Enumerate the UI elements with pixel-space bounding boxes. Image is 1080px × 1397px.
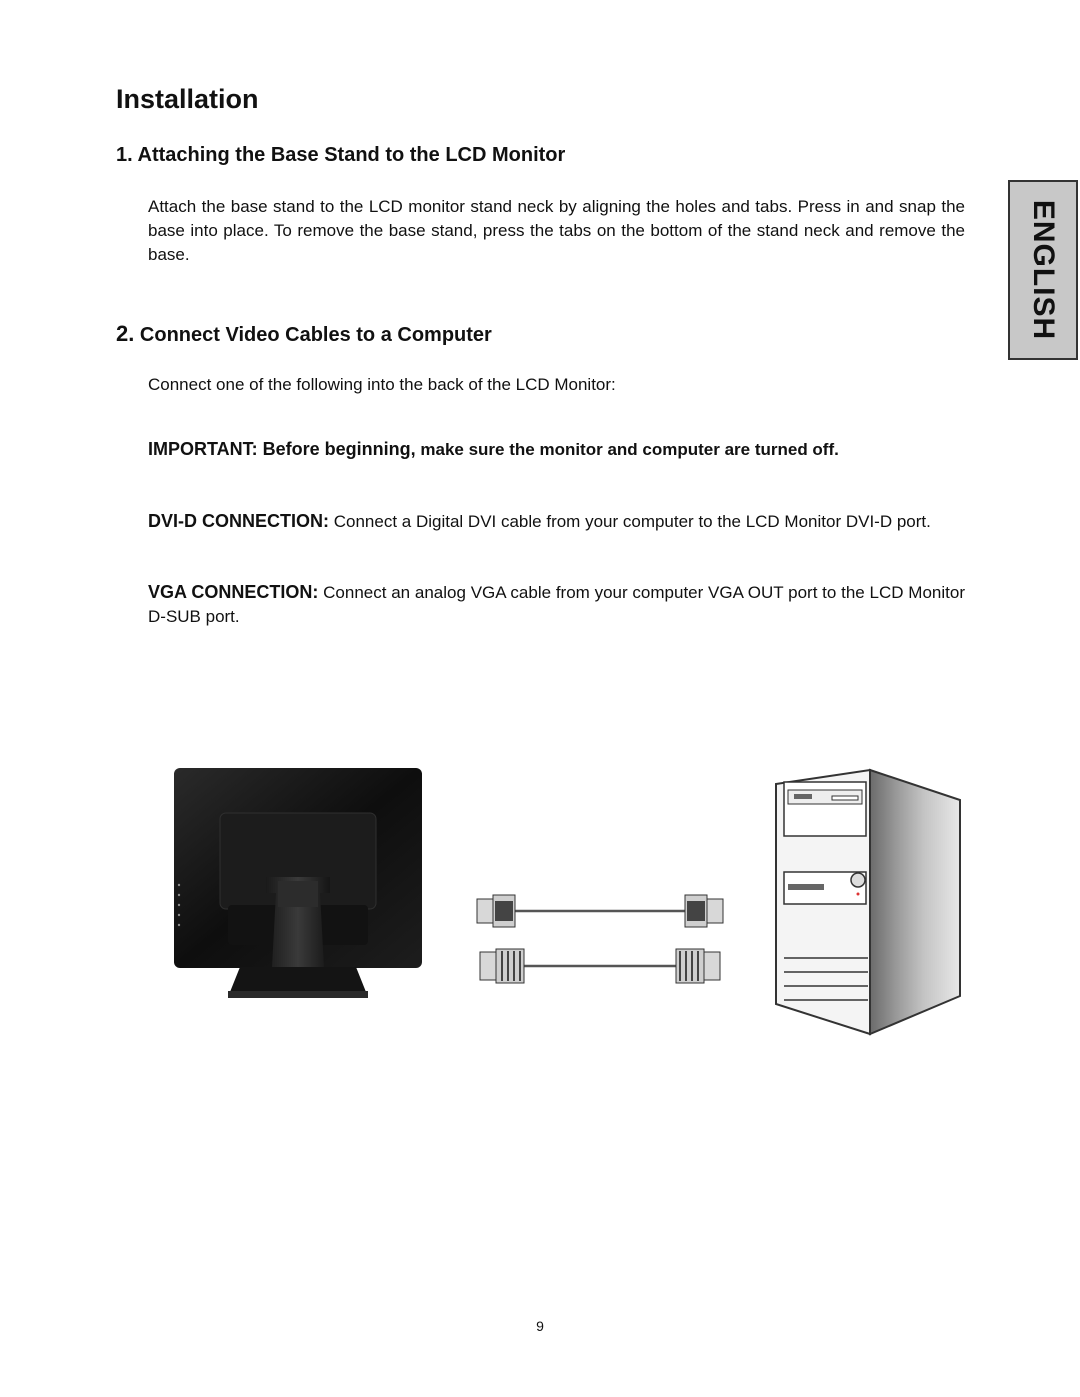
vga-text: Connect an analog VGA cable from your computer VGA OUT port to the LCD Monitor D-SUB port. — [148, 583, 965, 626]
section-1-number: 1. — [116, 144, 133, 166]
vga-paragraph — [148, 580, 965, 629]
dvi-label: DVI-D CONNECTION: — [148, 511, 329, 531]
language-tab-label: ENGLISH — [1027, 199, 1060, 341]
section-2-heading — [116, 321, 492, 347]
section-2-intro: Connect one of the following into the back of the LCD Monitor: — [148, 375, 616, 394]
section-2-number: 2. — [116, 321, 135, 346]
important-label: IMPORTANT: Before beginning, — [148, 439, 416, 459]
dvi-text: Connect a Digital DVI cable from your computer to the LCD Monitor DVI-D port. — [333, 512, 931, 531]
dvi-paragraph — [148, 509, 965, 534]
language-tab — [1008, 180, 1078, 360]
lcd-monitor-rear-illustration — [170, 765, 426, 1005]
vga-label: VGA CONNECTION: — [148, 582, 319, 602]
page-title: Installation — [116, 84, 259, 114]
section-1-title: Attaching the Base Stand to the LCD Monitor — [137, 144, 566, 166]
important-text: make sure the monitor and computer are turned off. — [420, 440, 839, 459]
section-1-body: Attach the base stand to the LCD monitor stand neck by aligning the holes and tabs. Press in and snap the base into place. To remove the base stand, press the tabs on the bottom of the stand neck and remove the base. — [148, 197, 965, 264]
section-2-title: Connect Video Cables to a Computer — [139, 324, 492, 346]
dvi-cable-illustration — [474, 890, 726, 934]
pc-tower-illustration — [770, 768, 966, 1038]
section-1-heading — [116, 144, 565, 167]
important-note — [148, 437, 965, 462]
page-number: 9 — [536, 1318, 544, 1334]
vga-cable-illustration — [474, 945, 726, 989]
